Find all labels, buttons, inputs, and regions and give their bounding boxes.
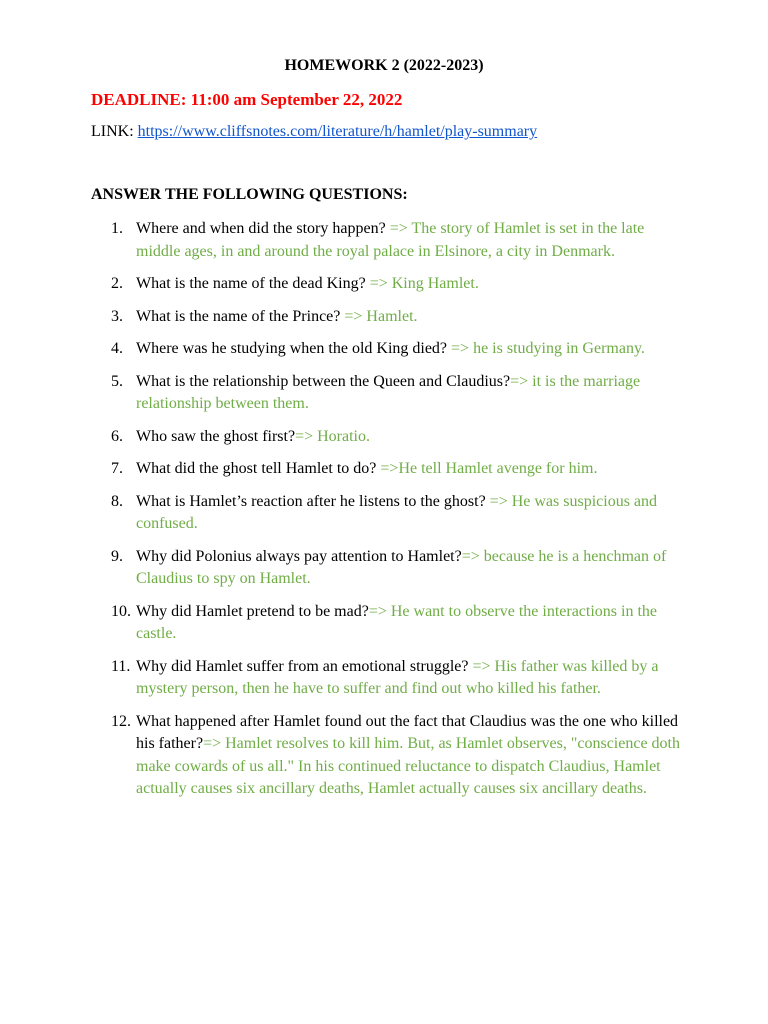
question-number: 8.	[111, 492, 123, 510]
question-item	[0, 656, 768, 701]
question-text: Where and when did the story happen?	[136, 220, 390, 237]
question-number: 11.	[111, 657, 131, 675]
question-text: Why did Hamlet suffer from an emotional struggle?	[136, 657, 473, 675]
question-text: What is Hamlet’s reaction after he listens to the ghost?	[136, 492, 490, 510]
question-item	[0, 273, 768, 296]
question-number: 6.	[111, 427, 123, 445]
link-label: LINK:	[91, 123, 134, 140]
answer-text: => His father was killed by a mystery person, then he have to suffer and find out who killed his father.	[136, 657, 659, 697]
question-number: 5.	[111, 372, 123, 390]
answer-text: => He want to observe the interactions in the castle.	[136, 602, 657, 642]
question-number: 7.	[111, 460, 123, 477]
question-item	[0, 426, 768, 449]
question-text: What happened after Hamlet found out the fact that Claudius was the one who killed his father?	[136, 712, 679, 752]
question-text: What is the relationship between the Queen and Claudius?	[136, 372, 511, 390]
question-number: 1.	[111, 220, 123, 237]
answer-text: => he is studying in Germany.	[451, 340, 645, 357]
question-text: Where was he studying when the old King died?	[136, 340, 452, 357]
answer-text: => King Hamlet.	[369, 275, 479, 292]
answer-text: => it is the marriage relationship between them.	[136, 372, 641, 412]
question-item	[0, 601, 768, 646]
answer-text: => He was suspicious and confused.	[136, 492, 658, 532]
deadline-text: DEADLINE: 11:00 am September 22, 2022	[91, 90, 403, 109]
answer-text: => Hamlet resolves to kill him. But, as Hamlet observes, "conscience doth make cowards of us all." In his continued reluctance to dispatch Claudius, Hamlet actually causes six ancillary deaths, Hamlet actually causes six ancillary deaths.	[136, 735, 680, 797]
question-item	[0, 458, 768, 481]
question-text: Why did Hamlet pretend to be mad?	[136, 602, 369, 620]
document-title: HOMEWORK 2 (2022-2023)	[284, 57, 484, 74]
section-heading: ANSWER THE FOLLOWING QUESTIONS:	[91, 186, 408, 203]
question-number: 2.	[111, 275, 123, 292]
question-text: What is the name of the dead King?	[136, 275, 370, 292]
question-item	[0, 711, 768, 801]
question-text: Who saw the ghost first?	[136, 427, 296, 445]
question-item	[0, 491, 768, 536]
question-text: What did the ghost tell Hamlet to do?	[136, 460, 381, 477]
question-item	[0, 338, 768, 361]
question-text: Why did Polonius always pay attention to Hamlet?	[136, 547, 462, 565]
answer-text: => Horatio.	[295, 427, 370, 445]
question-number: 12.	[111, 712, 131, 730]
question-number: 9.	[111, 547, 123, 565]
answer-text: => Hamlet.	[344, 307, 418, 325]
question-number: 4.	[111, 340, 123, 357]
question-number: 10.	[111, 602, 131, 620]
reference-link[interactable]: https://www.cliffsnotes.com/literature/h/hamlet/play-summary	[137, 123, 538, 140]
question-text: What is the name of the Prince?	[136, 307, 345, 325]
question-item	[0, 218, 768, 263]
answer-text: => because he is a henchman of Claudius to spy on Hamlet.	[136, 547, 667, 587]
question-item	[0, 546, 768, 591]
question-item	[0, 371, 768, 416]
question-item	[0, 306, 768, 329]
question-list	[0, 218, 768, 811]
question-number: 3.	[111, 307, 123, 325]
answer-text: => The story of Hamlet is set in the late middle ages, in and around the royal palace in Elsinore, a city in Denmark.	[136, 220, 645, 260]
answer-text: =>He tell Hamlet avenge for him.	[380, 460, 598, 477]
link-line	[91, 123, 537, 141]
